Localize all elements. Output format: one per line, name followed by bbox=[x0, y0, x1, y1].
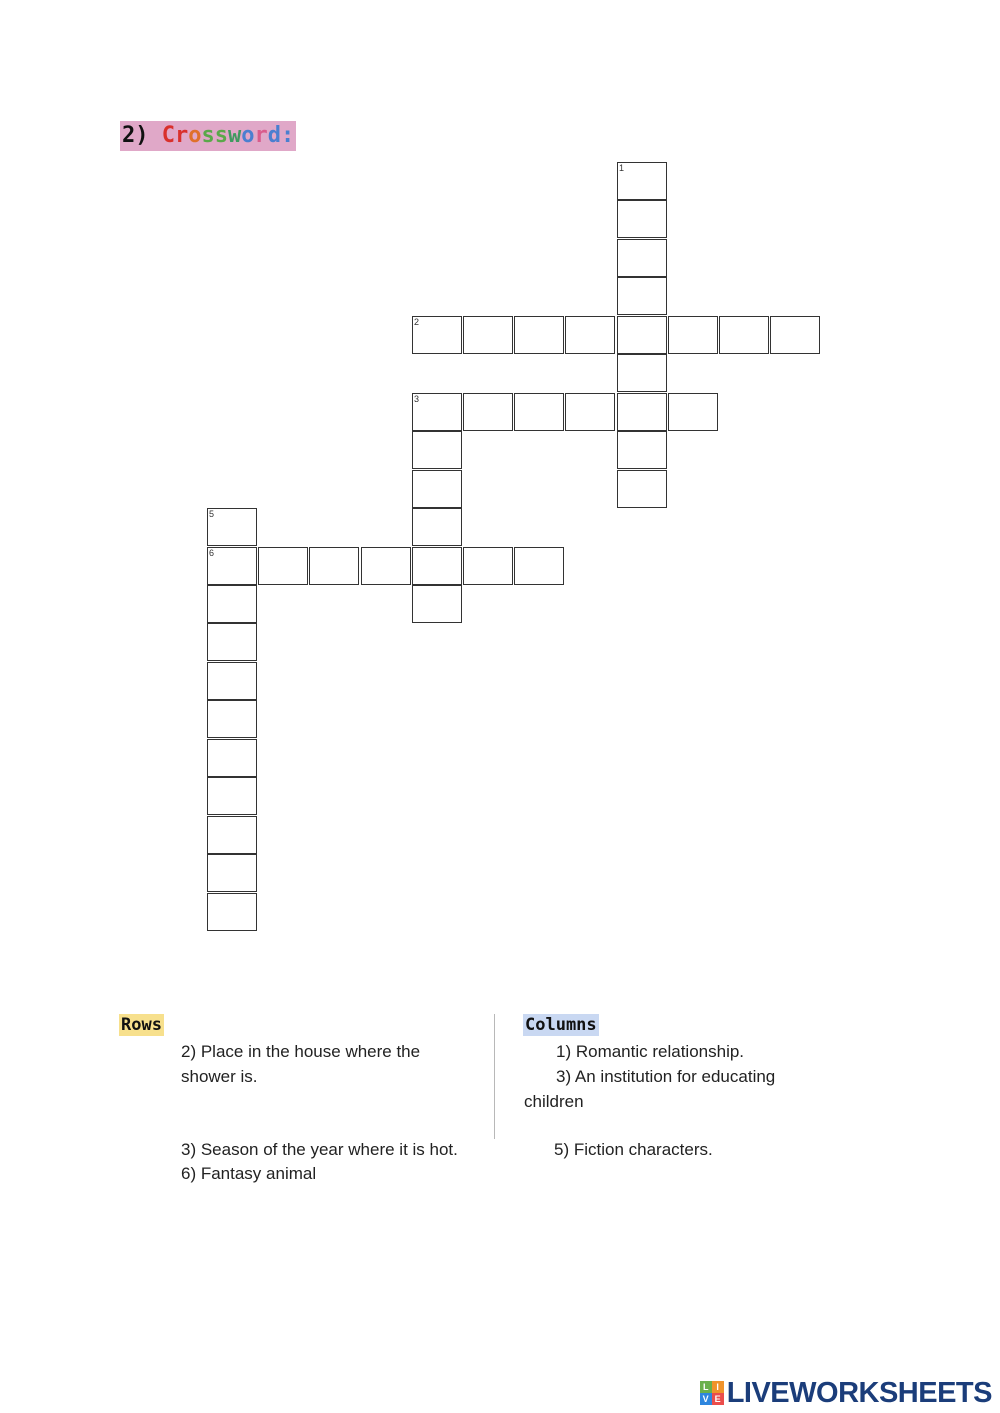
logo-mark-letter: I bbox=[712, 1381, 724, 1393]
title-letter: s bbox=[214, 123, 228, 148]
row-clue-2-line2: shower is. bbox=[181, 1067, 258, 1086]
crossword-cell[interactable] bbox=[617, 277, 667, 315]
crossword-cell[interactable] bbox=[412, 470, 462, 508]
title-letter: : bbox=[281, 123, 295, 148]
crossword-cell[interactable] bbox=[412, 508, 462, 546]
section-title bbox=[120, 121, 296, 151]
rows-heading: Rows bbox=[121, 1015, 162, 1035]
crossword-cell[interactable] bbox=[258, 547, 308, 585]
crossword-cell[interactable] bbox=[514, 393, 564, 431]
crossword-cell[interactable] bbox=[617, 200, 667, 238]
crossword-cell[interactable] bbox=[565, 393, 615, 431]
column-divider bbox=[494, 1014, 495, 1139]
clue-number: 3 bbox=[414, 394, 420, 404]
column-clue-3-line1: 3) An institution for educating bbox=[556, 1067, 776, 1086]
crossword-cell[interactable] bbox=[207, 816, 257, 854]
liveworksheets-logo-icon bbox=[700, 1381, 724, 1405]
crossword-cell[interactable] bbox=[412, 547, 462, 585]
row-clue-3: 3) Season of the year where it is hot. bbox=[181, 1140, 458, 1159]
title-letter: o bbox=[241, 123, 255, 148]
liveworksheets-logo bbox=[700, 1376, 992, 1410]
title-letter: o bbox=[188, 123, 202, 148]
liveworksheets-logo-text: LIVEWORKSHEETS bbox=[726, 1376, 992, 1409]
column-clue-3-line2: children bbox=[524, 1092, 584, 1111]
logo-mark-letter: L bbox=[700, 1381, 712, 1393]
crossword-cell[interactable] bbox=[463, 547, 513, 585]
title-letter: r bbox=[254, 123, 268, 148]
title-letter: r bbox=[175, 123, 189, 148]
crossword-cell[interactable] bbox=[207, 739, 257, 777]
crossword-cell[interactable] bbox=[412, 431, 462, 469]
crossword-cell[interactable] bbox=[207, 547, 257, 585]
crossword-cell[interactable] bbox=[719, 316, 769, 354]
clue-number: 2 bbox=[414, 317, 420, 327]
clue-number: 1 bbox=[619, 163, 625, 173]
column-clue-5: 5) Fiction characters. bbox=[554, 1140, 713, 1159]
column-clue-1: 1) Romantic relationship. bbox=[556, 1042, 745, 1061]
crossword-cell[interactable] bbox=[770, 316, 820, 354]
crossword-cell[interactable] bbox=[463, 316, 513, 354]
row-clue-2-line1: 2) Place in the house where the bbox=[181, 1042, 421, 1061]
crossword-cell[interactable] bbox=[412, 393, 462, 431]
crossword-cell[interactable] bbox=[617, 162, 667, 200]
title-letter: w bbox=[228, 123, 242, 148]
logo-mark-letter: V bbox=[700, 1393, 712, 1405]
clue-number: 5 bbox=[209, 509, 215, 519]
title-letter: d bbox=[267, 123, 281, 148]
crossword-cell[interactable] bbox=[412, 585, 462, 623]
crossword-cell[interactable] bbox=[207, 893, 257, 931]
crossword-cell[interactable] bbox=[412, 316, 462, 354]
columns-heading: Columns bbox=[525, 1015, 597, 1035]
crossword-cell[interactable] bbox=[514, 316, 564, 354]
crossword-cell[interactable] bbox=[617, 431, 667, 469]
crossword-cell[interactable] bbox=[207, 585, 257, 623]
title-word bbox=[162, 123, 295, 148]
crossword-cell[interactable] bbox=[617, 239, 667, 277]
crossword-cell[interactable] bbox=[361, 547, 411, 585]
crossword-cell[interactable] bbox=[617, 354, 667, 392]
crossword-cell[interactable] bbox=[207, 662, 257, 700]
crossword-cell[interactable] bbox=[514, 547, 564, 585]
logo-mark-letter: E bbox=[712, 1393, 724, 1405]
crossword-cell[interactable] bbox=[463, 393, 513, 431]
title-letter: s bbox=[201, 123, 215, 148]
crossword-cell[interactable] bbox=[617, 470, 667, 508]
crossword-cell[interactable] bbox=[207, 777, 257, 815]
crossword-cell[interactable] bbox=[668, 316, 718, 354]
clue-number: 6 bbox=[209, 548, 215, 558]
crossword-cell[interactable] bbox=[617, 316, 667, 354]
row-clue-6: 6) Fantasy animal bbox=[181, 1164, 317, 1183]
title-number: 2) bbox=[122, 123, 162, 148]
crossword-cell[interactable] bbox=[668, 393, 718, 431]
crossword-cell[interactable] bbox=[309, 547, 359, 585]
crossword-cell[interactable] bbox=[617, 393, 667, 431]
crossword-cell[interactable] bbox=[207, 700, 257, 738]
title-letter: C bbox=[161, 123, 175, 148]
crossword-cell[interactable] bbox=[207, 623, 257, 661]
crossword-cell[interactable] bbox=[207, 854, 257, 892]
crossword-cell[interactable] bbox=[565, 316, 615, 354]
crossword-cell[interactable] bbox=[207, 508, 257, 546]
